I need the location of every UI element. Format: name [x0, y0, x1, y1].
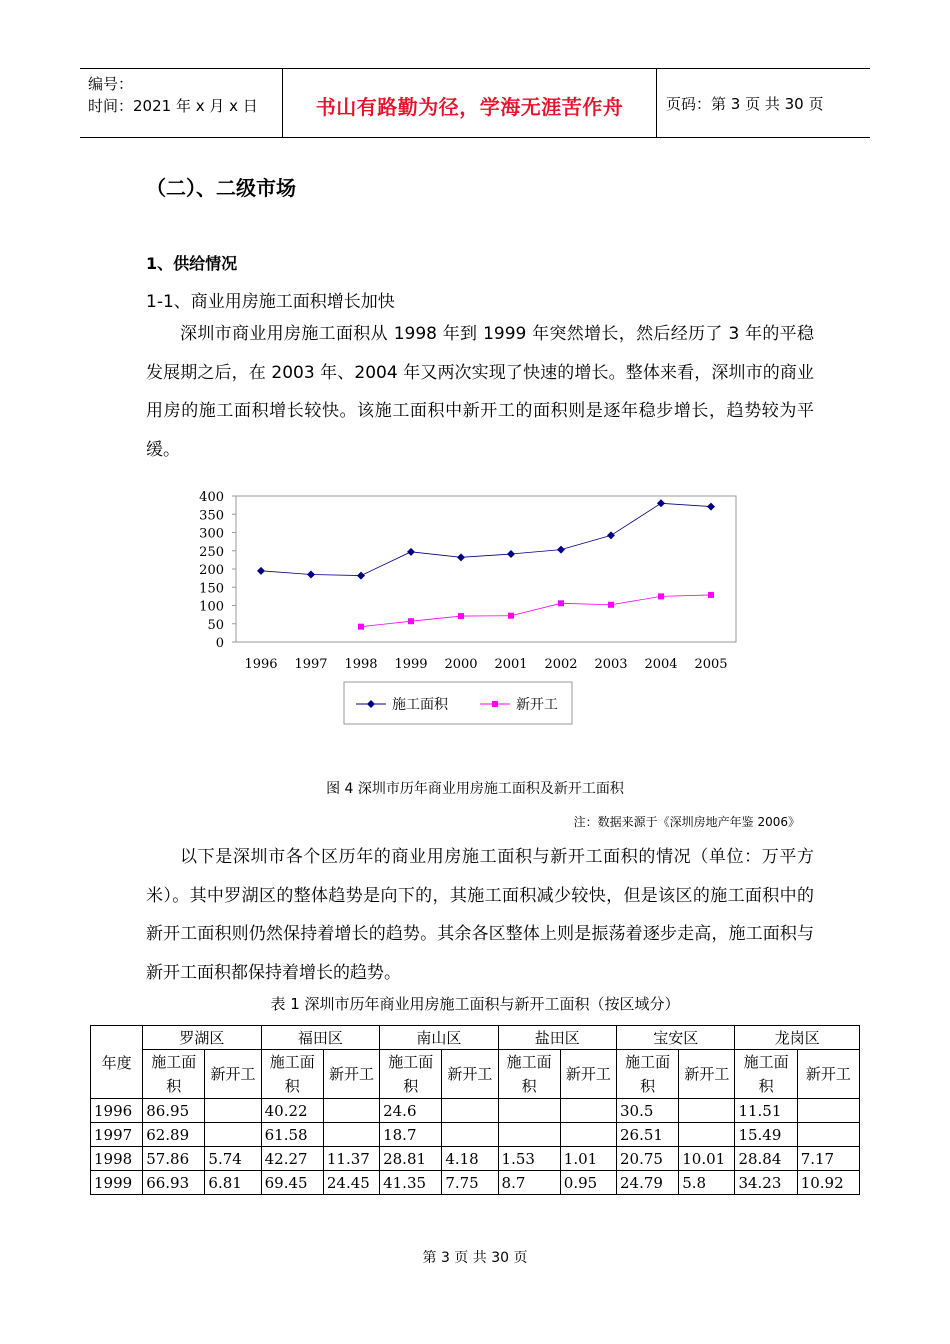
x-tick-label: 2000	[444, 657, 478, 672]
value-cell	[323, 1099, 379, 1123]
y-tick-label: 100	[199, 599, 224, 615]
data-point	[408, 618, 414, 624]
data-point	[358, 624, 364, 630]
x-tick-label: 2002	[544, 657, 578, 672]
construction-area-header: 施工面积	[617, 1050, 679, 1099]
new-start-header: 新开工	[442, 1050, 498, 1099]
value-cell: 8.7	[498, 1171, 560, 1195]
value-cell	[205, 1099, 261, 1123]
value-cell: 26.51	[617, 1123, 679, 1147]
district-header: 南山区	[380, 1026, 498, 1050]
y-tick-label: 200	[199, 563, 224, 578]
year-cell: 1998	[91, 1147, 143, 1171]
district-header: 福田区	[261, 1026, 379, 1050]
paragraph-2: 以下是深圳市各个区历年的商业用房施工面积与新开工面积的情况（单位：万平方米）。其中罗湖区的整体趋势是向下的，其施工面积减少较快，但是该区的施工面积中的新开工面积则仍然保持着增长的趋势。其余各区整体上则是振荡着逐步走高，施工面积与新开工面积都保持着增长的趋势。	[146, 847, 814, 983]
value-cell: 24.6	[380, 1099, 442, 1123]
y-tick-label: 350	[199, 508, 224, 524]
construction-area-header: 施工面积	[498, 1050, 560, 1099]
serial-label: 编号：	[88, 75, 134, 93]
y-tick-label: 150	[199, 581, 224, 597]
figure-caption: 图 4 深圳市历年商业用房施工面积及新开工面积	[326, 781, 624, 797]
x-tick-label: 2004	[644, 657, 678, 672]
new-start-header: 新开工	[323, 1050, 379, 1099]
header-divider	[656, 69, 657, 137]
value-cell: 41.35	[380, 1171, 442, 1195]
table-row	[91, 1123, 860, 1147]
value-cell	[679, 1123, 735, 1147]
value-cell: 57.86	[143, 1147, 205, 1171]
x-tick-label: 2003	[594, 657, 628, 672]
value-cell: 30.5	[617, 1099, 679, 1123]
y-tick-label: 0	[215, 636, 224, 651]
x-tick-label: 2005	[694, 657, 728, 672]
data-point	[458, 613, 464, 619]
value-cell: 11.51	[735, 1099, 797, 1123]
figure-note: 注：数据来源于《深圳房地产年鉴 2006》	[573, 815, 800, 829]
page-footer: 第 3 页 共 30 页	[422, 1250, 528, 1266]
value-cell	[797, 1099, 859, 1123]
new-start-header: 新开工	[797, 1050, 859, 1099]
value-cell	[797, 1123, 859, 1147]
data-point	[558, 600, 564, 606]
value-cell: 62.89	[143, 1123, 205, 1147]
legend-marker-new	[492, 701, 498, 707]
value-cell	[560, 1099, 616, 1123]
line-chart	[190, 484, 760, 734]
value-cell: 1.01	[560, 1147, 616, 1171]
x-tick-label: 1998	[344, 657, 378, 672]
construction-area-header: 施工面积	[380, 1050, 442, 1099]
y-tick-label: 50	[207, 617, 224, 633]
value-cell: 7.75	[442, 1171, 498, 1195]
year-cell: 1997	[91, 1123, 143, 1147]
value-cell: 34.23	[735, 1171, 797, 1195]
year-cell: 1996	[91, 1099, 143, 1123]
value-cell: 69.45	[261, 1171, 323, 1195]
data-point	[608, 602, 614, 608]
x-tick-label: 2001	[494, 657, 528, 672]
value-cell: 42.27	[261, 1147, 323, 1171]
value-cell: 15.49	[735, 1123, 797, 1147]
year-cell: 1999	[91, 1171, 143, 1195]
value-cell: 61.58	[261, 1123, 323, 1147]
page-header	[80, 68, 870, 138]
value-cell	[560, 1123, 616, 1147]
y-tick-label: 300	[199, 526, 224, 542]
value-cell: 24.79	[617, 1171, 679, 1195]
value-cell: 40.22	[261, 1099, 323, 1123]
data-point	[658, 593, 664, 599]
x-tick-label: 1999	[394, 657, 428, 672]
legend-label-construction: 施工面积	[392, 697, 448, 713]
value-cell: 11.37	[323, 1147, 379, 1171]
value-cell	[442, 1099, 498, 1123]
table-subheader-row	[91, 1050, 860, 1099]
value-cell	[205, 1123, 261, 1147]
new-start-header: 新开工	[205, 1050, 261, 1099]
y-tick-label: 250	[199, 544, 224, 560]
value-cell: 24.45	[323, 1171, 379, 1195]
x-tick-label: 1996	[244, 657, 278, 672]
district-header: 龙岗区	[735, 1026, 860, 1050]
value-cell: 86.95	[143, 1099, 205, 1123]
value-cell: 0.95	[560, 1171, 616, 1195]
value-cell: 5.8	[679, 1171, 735, 1195]
legend-label-new: 新开工	[516, 697, 558, 713]
value-cell	[498, 1099, 560, 1123]
construction-area-header: 施工面积	[261, 1050, 323, 1099]
value-cell: 7.17	[797, 1147, 859, 1171]
district-table	[90, 1025, 860, 1195]
value-cell: 20.75	[617, 1147, 679, 1171]
year-header: 年度	[91, 1026, 143, 1099]
value-cell	[498, 1123, 560, 1147]
table-row	[91, 1099, 860, 1123]
date-label: 时间：2021 年 x 月 x 日	[88, 97, 258, 115]
value-cell: 6.81	[205, 1171, 261, 1195]
subsection-title: 1、供给情况	[146, 254, 238, 273]
value-cell: 1.53	[498, 1147, 560, 1171]
construction-area-header: 施工面积	[143, 1050, 205, 1099]
district-header: 罗湖区	[143, 1026, 261, 1050]
district-header: 宝安区	[617, 1026, 735, 1050]
value-cell	[323, 1123, 379, 1147]
header-motto: 书山有路勤为径，学海无涯苦作舟	[315, 95, 624, 119]
data-point	[708, 592, 714, 598]
table-header-row	[91, 1026, 860, 1050]
header-page-info: 页码：第 3 页 共 30 页	[666, 95, 824, 113]
value-cell: 18.7	[380, 1123, 442, 1147]
construction-area-header: 施工面积	[735, 1050, 797, 1099]
new-start-header: 新开工	[560, 1050, 616, 1099]
data-point	[508, 613, 514, 619]
table-row	[91, 1147, 860, 1171]
value-cell: 10.01	[679, 1147, 735, 1171]
subsubsection-title: 1-1、商业用房施工面积增长加快	[146, 292, 395, 312]
value-cell: 5.74	[205, 1147, 261, 1171]
district-header: 盐田区	[498, 1026, 616, 1050]
value-cell: 66.93	[143, 1171, 205, 1195]
value-cell: 4.18	[442, 1147, 498, 1171]
plot-area	[236, 496, 736, 642]
value-cell	[679, 1099, 735, 1123]
table-caption: 表 1 深圳市历年商业用房施工面积与新开工面积（按区域分）	[270, 995, 680, 1013]
value-cell	[442, 1123, 498, 1147]
header-left	[88, 73, 258, 117]
x-tick-label: 1997	[294, 657, 328, 672]
table-row	[91, 1171, 860, 1195]
y-tick-label: 400	[199, 490, 224, 505]
value-cell: 28.84	[735, 1147, 797, 1171]
value-cell: 28.81	[380, 1147, 442, 1171]
new-start-header: 新开工	[679, 1050, 735, 1099]
paragraph-1: 深圳市商业用房施工面积从 1998 年到 1999 年突然增长，然后经历了 3 年的平稳发展期之后，在 2003 年、2004 年又两次实现了快速的增长。整体来看，深圳市的商业用房的施工面积增长较快。该施工面积中新开工的面积则是逐年稳步增长，趋势较为平缓。	[146, 324, 814, 460]
legend	[344, 682, 572, 724]
section-title: （二）、二级市场	[146, 176, 296, 200]
value-cell: 10.92	[797, 1171, 859, 1195]
